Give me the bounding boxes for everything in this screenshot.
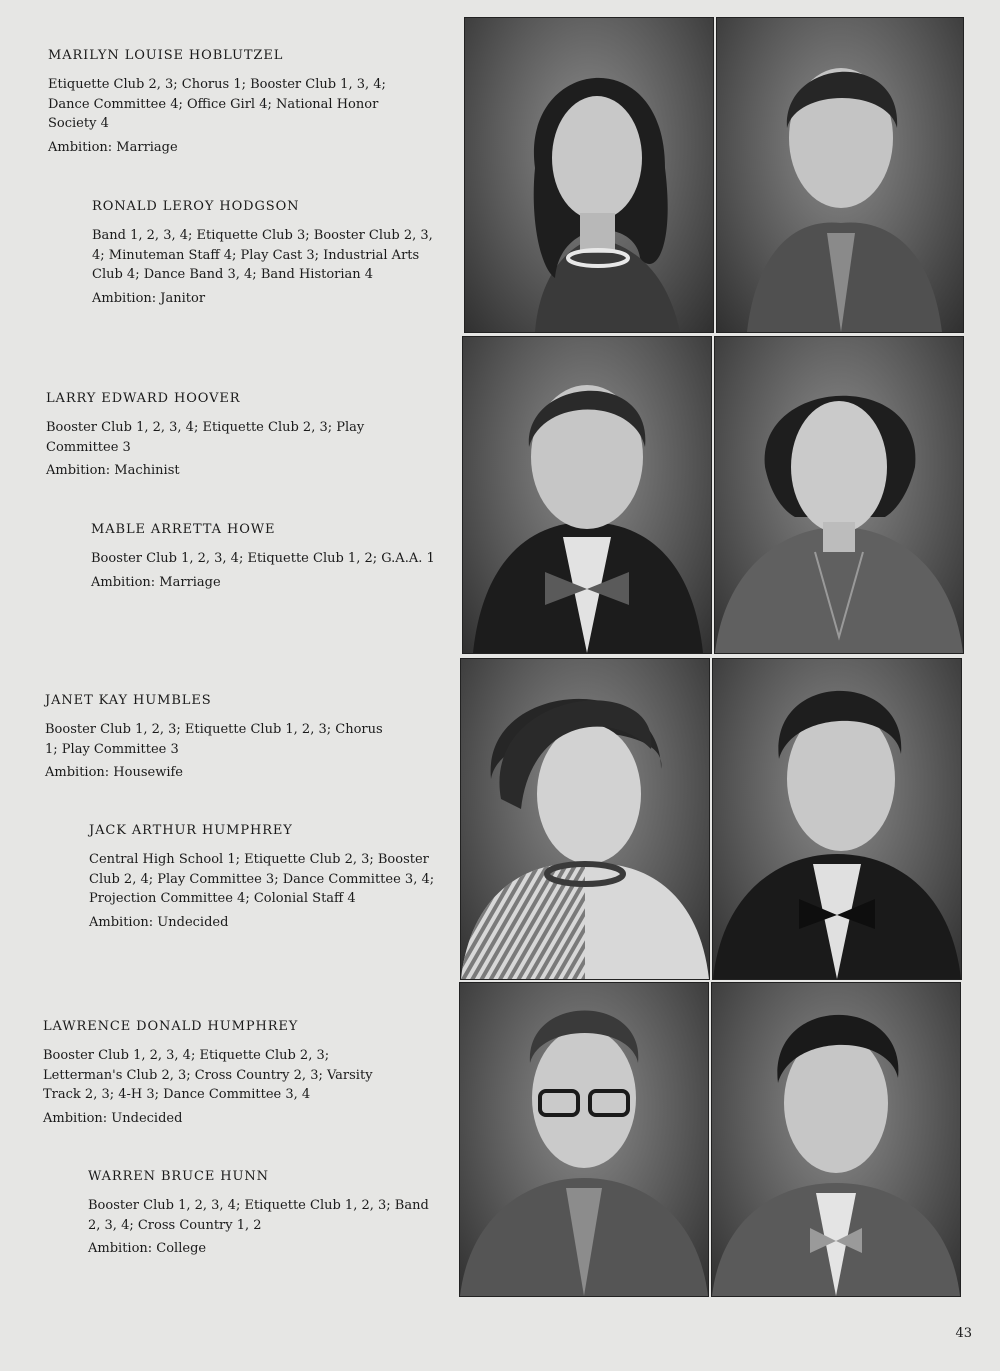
student-entry-howe bbox=[91, 522, 451, 592]
portrait-photo-humbles bbox=[460, 658, 710, 980]
portrait-photo-hodgson bbox=[716, 17, 964, 333]
student-ambition: Ambition: Marriage bbox=[91, 574, 221, 590]
portrait-photo-hoblutzel bbox=[464, 17, 714, 333]
student-ambition: Ambition: Undecided bbox=[43, 1110, 183, 1126]
student-activities: Band 1, 2, 3, 4; Etiquette Club 3; Booster Club 2, 3, 4; Minuteman Staff 4; Play Cast 3; Industrial Arts Club 4; Dance Band 3, 4; Band Historian 4 bbox=[92, 228, 433, 282]
student-name: LARRY EDWARD HOOVER bbox=[46, 391, 241, 406]
student-activities: Booster Club 1, 2, 3, 4; Etiquette Club 1, 2; G.A.A. 1 bbox=[91, 551, 435, 566]
student-entry-humbles bbox=[45, 693, 393, 782]
student-activities: Booster Club 1, 2, 3, 4; Etiquette Club 2, 3; Letterman's Club 2, 3; Cross Country 2, 3; Varsity Track 2, 3; 4-H 3; Dance Committee 3, 4 bbox=[43, 1048, 373, 1102]
portrait-photo-hunn bbox=[711, 982, 961, 1297]
student-name: JACK ARTHUR HUMPHREY bbox=[89, 823, 293, 838]
portrait-photo-lawrence-humphrey bbox=[459, 982, 709, 1297]
student-entry-lawrence-humphrey bbox=[43, 1019, 393, 1128]
student-entry-hunn bbox=[88, 1169, 438, 1258]
portrait-photo-jack-humphrey bbox=[712, 658, 962, 980]
student-activities: Etiquette Club 2, 3; Chorus 1; Booster Club 1, 3, 4; Dance Committee 4; Office Girl 4; National Honor Society 4 bbox=[48, 77, 386, 131]
student-name: JANET KAY HUMBLES bbox=[45, 693, 212, 708]
student-entry-hoblutzel bbox=[48, 48, 398, 157]
student-entry-hodgson bbox=[92, 199, 440, 308]
student-entry-hoover bbox=[46, 391, 396, 480]
student-name: LAWRENCE DONALD HUMPHREY bbox=[43, 1019, 299, 1034]
page-number: 43 bbox=[955, 1326, 972, 1341]
student-activities: Booster Club 1, 2, 3, 4; Etiquette Club 1, 2, 3; Band 2, 3, 4; Cross Country 1, 2 bbox=[88, 1198, 429, 1233]
student-name: MARILYN LOUISE HOBLUTZEL bbox=[48, 48, 284, 63]
student-activities: Booster Club 1, 2, 3; Etiquette Club 1, 2, 3; Chorus 1; Play Committee 3 bbox=[45, 722, 383, 757]
portrait-photo-howe bbox=[714, 336, 964, 654]
portrait-photo-hoover bbox=[462, 336, 712, 654]
student-entry-jack-humphrey bbox=[89, 823, 437, 932]
student-ambition: Ambition: Janitor bbox=[92, 290, 206, 306]
student-name: RONALD LEROY HODGSON bbox=[92, 199, 300, 214]
student-ambition: Ambition: Marriage bbox=[48, 139, 178, 155]
student-activities: Central High School 1; Etiquette Club 2, 3; Booster Club 2, 4; Play Committee 3; Dance Committee 3, 4; Projection Committee 4; Colonial Staff 4 bbox=[89, 852, 435, 906]
student-ambition: Ambition: Housewife bbox=[45, 765, 183, 780]
student-name: MABLE ARRETTA HOWE bbox=[91, 522, 276, 537]
student-name: WARREN BRUCE HUNN bbox=[88, 1169, 269, 1184]
student-ambition: Ambition: Undecided bbox=[89, 914, 229, 930]
student-activities: Booster Club 1, 2, 3, 4; Etiquette Club 2, 3; Play Committee 3 bbox=[46, 420, 365, 455]
student-ambition: Ambition: Machinist bbox=[46, 463, 180, 478]
student-ambition: Ambition: College bbox=[88, 1241, 207, 1256]
